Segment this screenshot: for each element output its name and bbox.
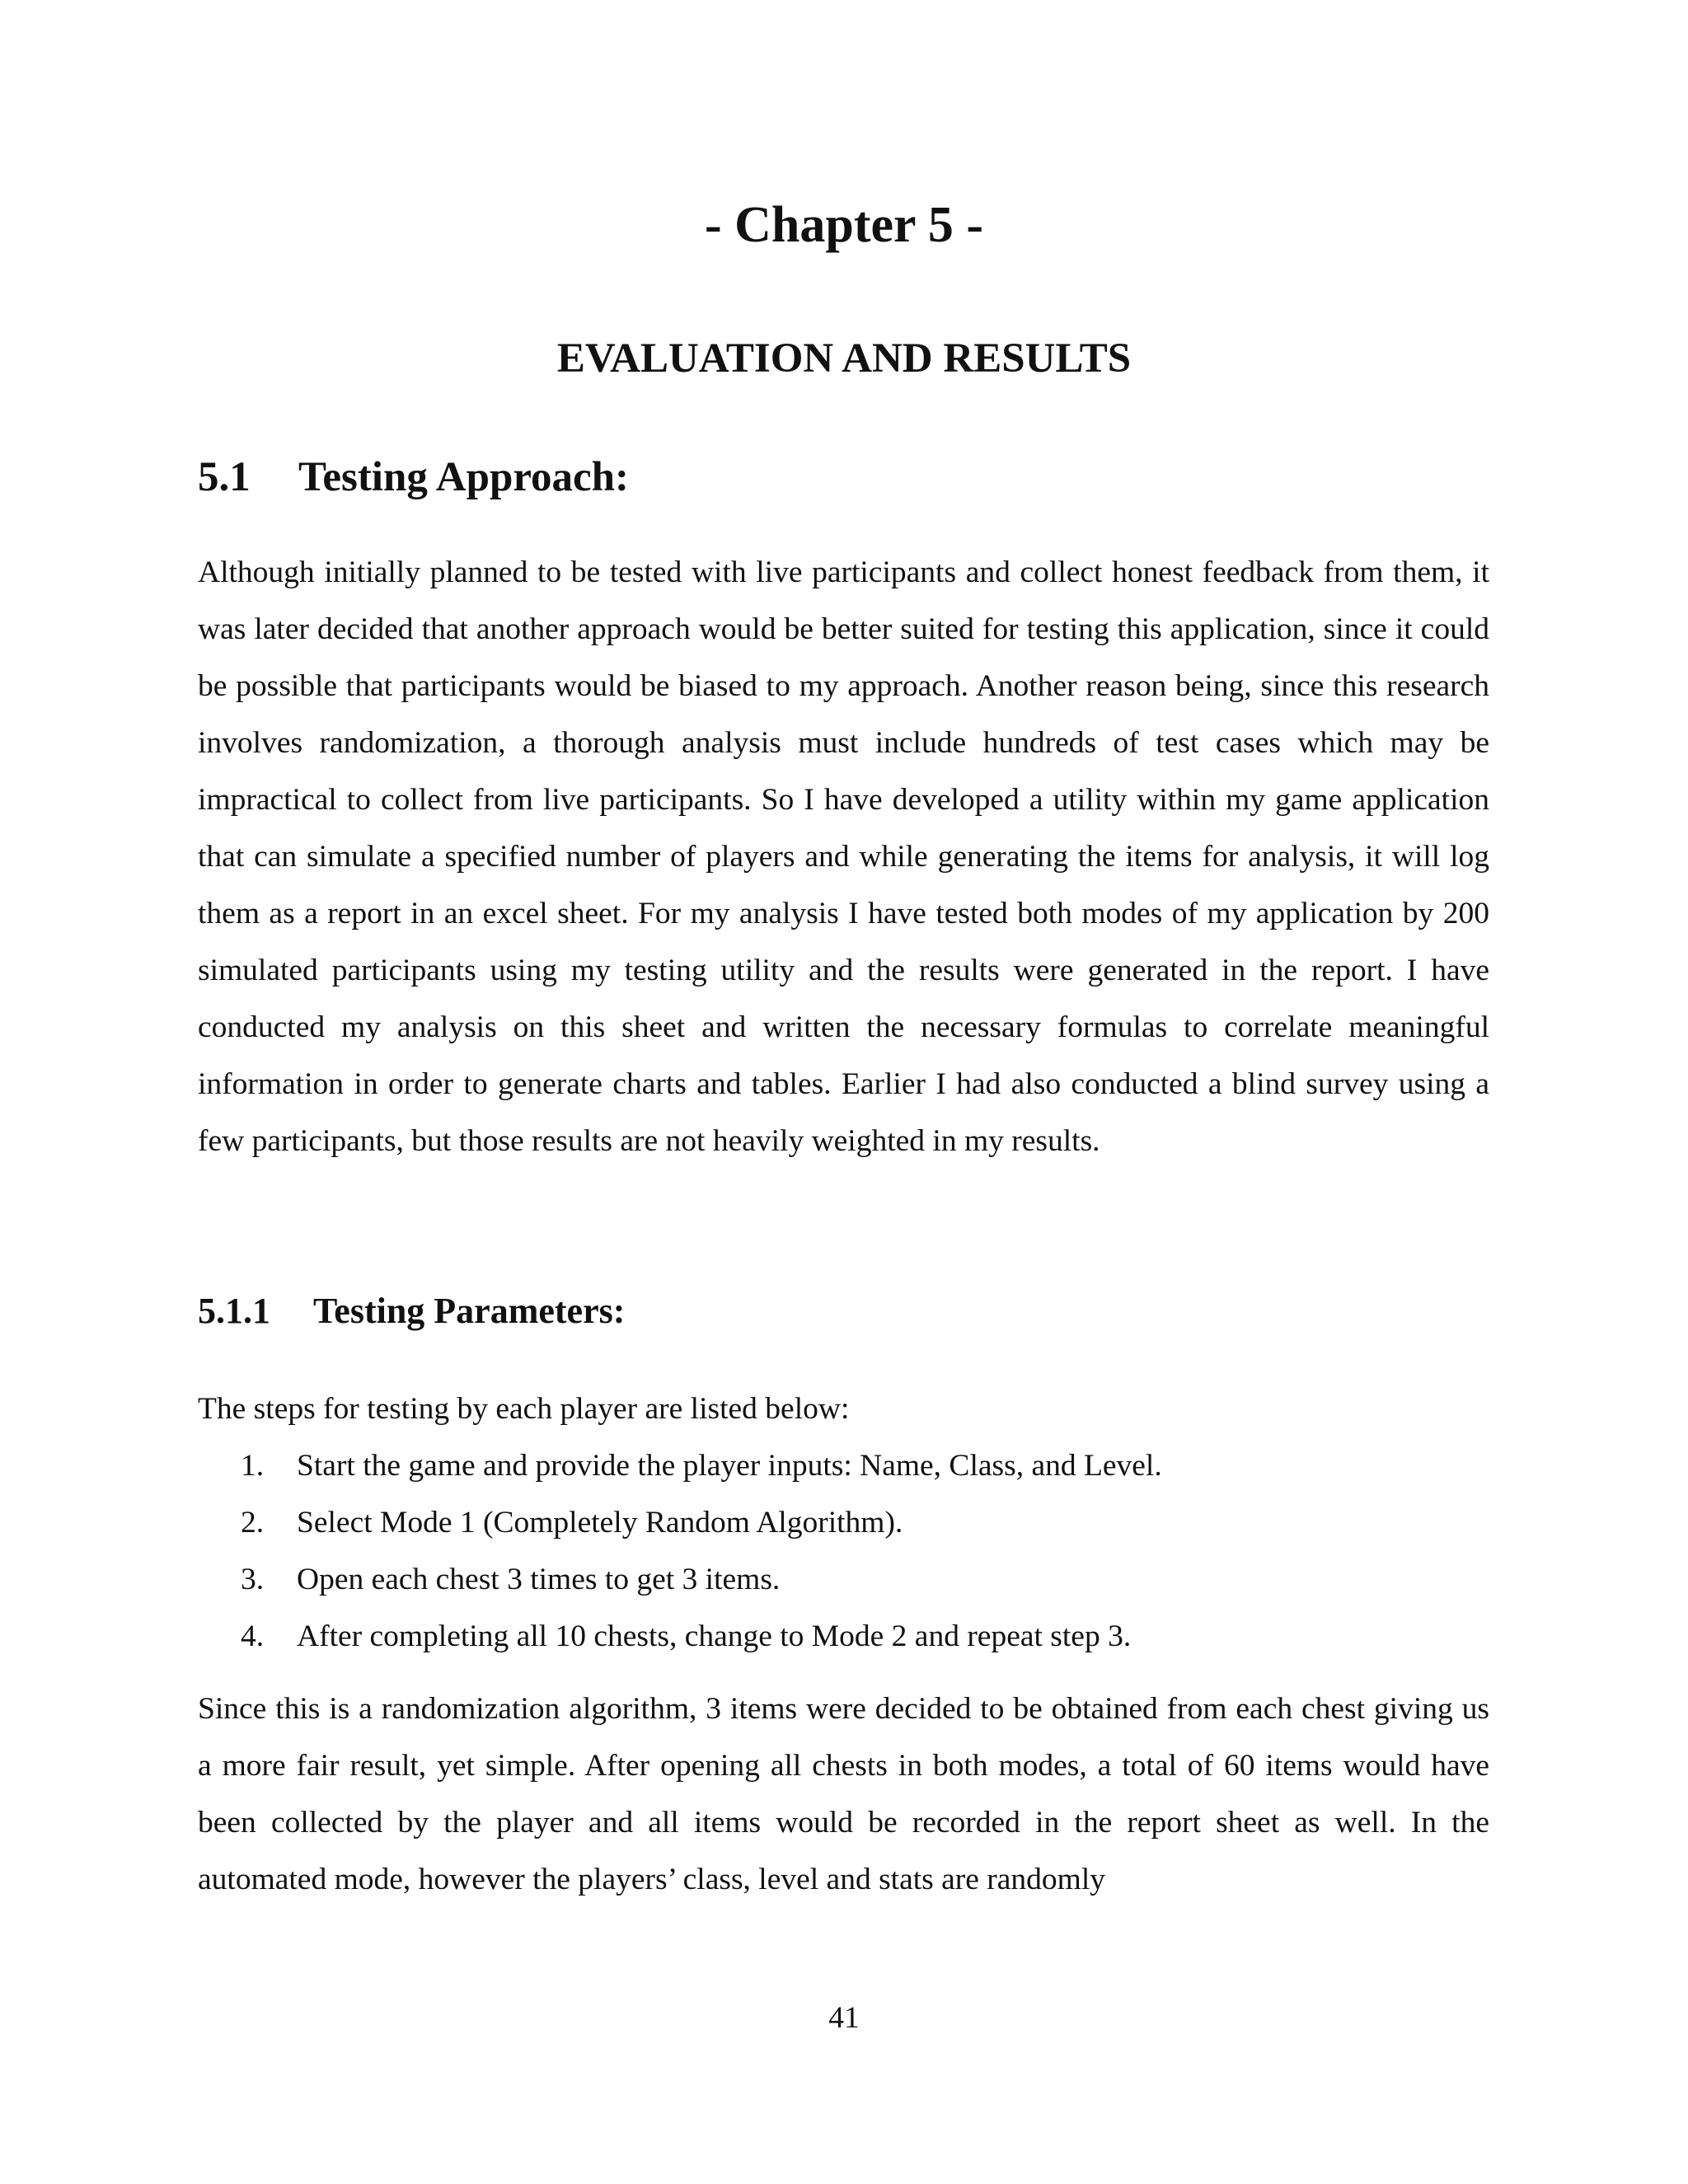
list-item-marker: 3. bbox=[241, 1563, 265, 1596]
closing-paragraph: Since this is a randomization algorithm, 3 items were decided to be obtained from each chest giving us a more fair result, yet simple. After opening all chests in both modes, a total of 60 items would have been collected by the player and all items would be recorded in the report sheet as well. In the automated mode, however the players’ class, level and stats are randomly bbox=[198, 1692, 1489, 1896]
list-item-text: Select Mode 1 (Completely Random Algorithm). bbox=[297, 1506, 903, 1540]
list-item-marker: 1. bbox=[241, 1449, 265, 1483]
list-item-marker: 2. bbox=[241, 1506, 265, 1540]
page-number: 41 bbox=[828, 2001, 860, 2035]
testing-steps-list bbox=[198, 1437, 1489, 1665]
list-item-text: Open each chest 3 times to get 3 items. bbox=[297, 1563, 781, 1596]
section-title: Testing Approach: bbox=[298, 454, 630, 500]
steps-intro-paragraph: The steps for testing by each player are listed below: bbox=[198, 1392, 850, 1426]
chapter-subtitle: EVALUATION AND RESULTS bbox=[556, 335, 1132, 382]
subsection-heading bbox=[198, 1289, 625, 1333]
testing-approach-paragraph: Although initially planned to be tested with live participants and collect honest feedback from them, it was later decided that another approach would be better suited for testing this application, since it could be possible that participants would be biased to my approach. Another reason being, since this research involves randomization, a thorough analysis must include hundreds of test cases which may be impractical to collect from live participants. So I have developed a utility within my game application that can simulate a specified number of players and while generating the items for analysis, it will log them as a report in an excel sheet. For my analysis I have tested both modes of my application by 200 simulated participants using my testing utility and the results were generated in the report. I have conducted my analysis on this sheet and written the necessary formulas to correlate meaningful information in order to generate charts and tables. Earlier I had also conducted a blind survey using a few participants, but those results are not heavily weighted in my results. bbox=[198, 555, 1489, 1158]
list-item bbox=[198, 1608, 1489, 1665]
list-item bbox=[198, 1551, 1489, 1608]
list-item-text: After completing all 10 chests, change to Mode 2 and repeat step 3. bbox=[297, 1619, 1132, 1653]
chapter-title: - Chapter 5 - bbox=[704, 197, 984, 253]
list-item bbox=[198, 1494, 1489, 1551]
list-item-text: Start the game and provide the player inputs: Name, Class, and Level. bbox=[297, 1449, 1162, 1483]
list-item bbox=[198, 1437, 1489, 1494]
list-item-marker: 4. bbox=[241, 1619, 265, 1653]
section-number: 5.1 bbox=[198, 454, 251, 500]
section-heading bbox=[198, 452, 629, 503]
subsection-number: 5.1.1 bbox=[198, 1291, 270, 1331]
subsection-title: Testing Parameters: bbox=[313, 1291, 626, 1331]
